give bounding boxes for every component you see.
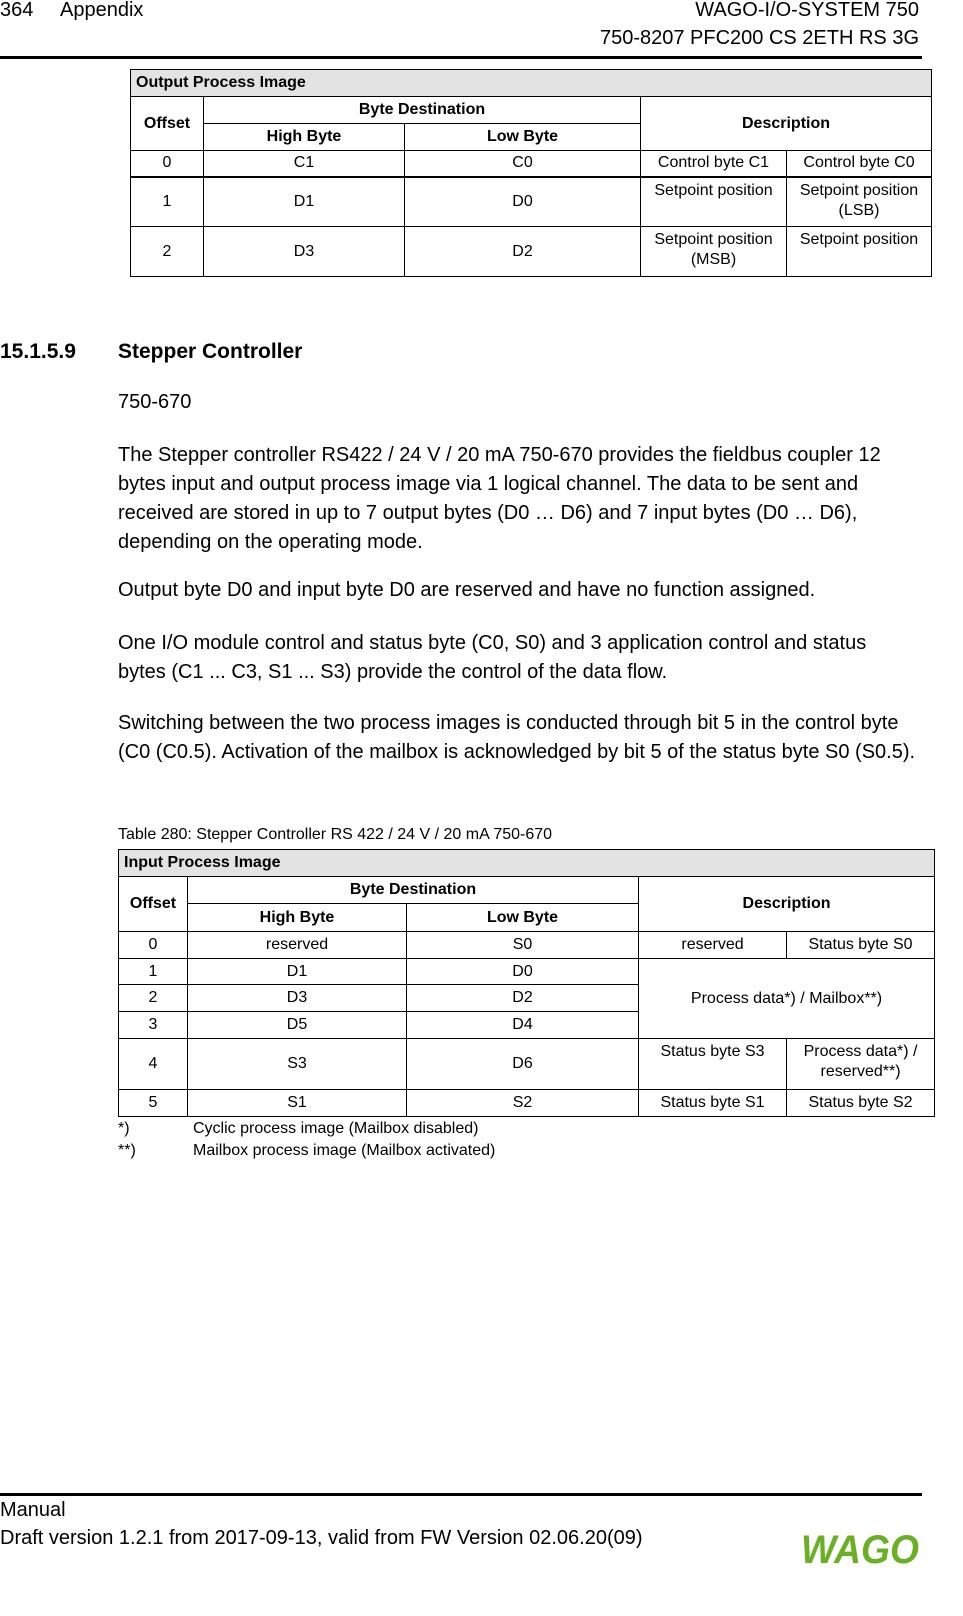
cell-desc-low: Status byte S0 [787, 932, 935, 959]
paragraph-module-number: 750-670 [118, 391, 192, 413]
table-row [119, 1090, 935, 1117]
col-low-byte-header: Low Byte [405, 124, 641, 151]
cell-offset: 2 [119, 985, 188, 1012]
cell-low-byte: D2 [405, 227, 641, 277]
cell-desc-high: Control byte C1 [641, 151, 787, 177]
wago-logo [800, 1530, 920, 1566]
cell-desc-merged: Process data*) / Mailbox**) [639, 959, 935, 1039]
svg-text:WAGO: WAGO [801, 1530, 919, 1566]
col-offset-header: Offset [119, 877, 188, 932]
table-row [131, 151, 932, 177]
footer-version: Draft version 1.2.1 from 2017-09-13, valid from FW Version 02.06.20(09) [0, 1527, 643, 1549]
page-number: 364 [0, 0, 34, 21]
col-description-header: Description [641, 97, 932, 151]
chapter-title: Appendix [60, 0, 144, 21]
cell-high-byte: D3 [204, 227, 405, 277]
cell-desc-high: Status byte S1 [639, 1090, 787, 1117]
cell-high-byte: S3 [188, 1039, 407, 1090]
cell-desc-low: Status byte S2 [787, 1090, 935, 1117]
col-low-byte-header: Low Byte [407, 904, 639, 932]
cell-offset: 4 [119, 1039, 188, 1090]
table-title: Output Process Image [131, 70, 932, 97]
footnote-text: Cyclic process image (Mailbox disabled) [193, 1120, 479, 1137]
cell-desc-high: Setpoint position [641, 177, 787, 227]
cell-offset: 1 [131, 177, 204, 227]
cell-desc-high: reserved [639, 932, 787, 959]
table-title: Input Process Image [119, 850, 935, 877]
input-process-image-table [118, 849, 935, 1117]
cell-low-byte: S2 [407, 1090, 639, 1117]
col-high-byte-header: High Byte [188, 904, 407, 932]
cell-high-byte: reserved [188, 932, 407, 959]
cell-offset: 5 [119, 1090, 188, 1117]
cell-low-byte: D4 [407, 1012, 639, 1039]
cell-low-byte: D0 [405, 177, 641, 227]
cell-desc-high: Status byte S3 [639, 1039, 787, 1090]
col-byte-destination-header: Byte Destination [188, 877, 639, 904]
col-description-header: Description [639, 877, 935, 932]
col-high-byte-header: High Byte [204, 124, 405, 151]
cell-desc-high: Setpoint position (MSB) [641, 227, 787, 277]
cell-low-byte: D2 [407, 985, 639, 1012]
product-name: WAGO-I/O-SYSTEM 750 [695, 0, 919, 21]
cell-offset: 2 [131, 227, 204, 277]
cell-desc-low: Process data*) / reserved**) [787, 1039, 935, 1090]
table-row [119, 1039, 935, 1090]
footnote-mark: **) [118, 1142, 136, 1159]
cell-low-byte: D6 [407, 1039, 639, 1090]
cell-offset: 0 [131, 151, 204, 177]
cell-desc-low: Setpoint position [787, 227, 932, 277]
cell-high-byte: D5 [188, 1012, 407, 1039]
cell-high-byte: D3 [188, 985, 407, 1012]
col-offset-header: Offset [131, 97, 204, 151]
section-number: 15.1.5.9 [0, 340, 76, 363]
paragraph-mailbox-switching: Switching between the two process images is conducted through bit 5 in the control byte (C0 (C0.5). Activation of the mailbox is acknowledged by bit 5 of the status byte S0 (S0.5). [118, 712, 916, 763]
cell-high-byte: C1 [204, 151, 405, 177]
col-byte-destination-header: Byte Destination [204, 97, 641, 124]
table-row [131, 227, 932, 277]
table-row [119, 932, 935, 959]
cell-desc-low: Control byte C0 [787, 151, 932, 177]
cell-low-byte: C0 [405, 151, 641, 177]
footnote-mark: *) [118, 1120, 130, 1137]
cell-high-byte: S1 [188, 1090, 407, 1117]
section-title: Stepper Controller [118, 340, 303, 363]
paragraph-reserved-bytes: Output byte D0 and input byte D0 are reserved and have no function assigned. [118, 579, 816, 601]
table-row [119, 959, 935, 985]
cell-low-byte: D0 [407, 959, 639, 985]
output-process-image-table [130, 69, 932, 277]
product-model: 750-8207 PFC200 CS 2ETH RS 3G [599, 27, 919, 49]
cell-low-byte: S0 [407, 932, 639, 959]
table-row [131, 177, 932, 227]
paragraph-description: The Stepper controller RS422 / 24 V / 20 mA 750-670 provides the fieldbus coupler 12 bytes input and output process image via 1 logical channel. The data to be sent and received are stored in up to 7 output bytes (D0 … D6) and 7 input bytes (D0 … D6), depending on the operating mode. [118, 444, 881, 553]
cell-offset: 1 [119, 959, 188, 985]
cell-high-byte: D1 [188, 959, 407, 985]
table-caption: Table 280: Stepper Controller RS 422 / 24 V / 20 mA 750-670 [118, 826, 553, 843]
cell-offset: 3 [119, 1012, 188, 1039]
footer-doc-type: Manual [0, 1499, 66, 1521]
cell-desc-low: Setpoint position (LSB) [787, 177, 932, 227]
paragraph-control-status: One I/O module control and status byte (C0, S0) and 3 application control and status bytes (C1 ... C3, S1 ... S3) provide the control of the data flow. [118, 632, 867, 683]
cell-high-byte: D1 [204, 177, 405, 227]
footnote-text: Mailbox process image (Mailbox activated) [193, 1142, 496, 1159]
footer-rule [0, 1493, 922, 1496]
header-rule [0, 56, 922, 59]
cell-offset: 0 [119, 932, 188, 959]
